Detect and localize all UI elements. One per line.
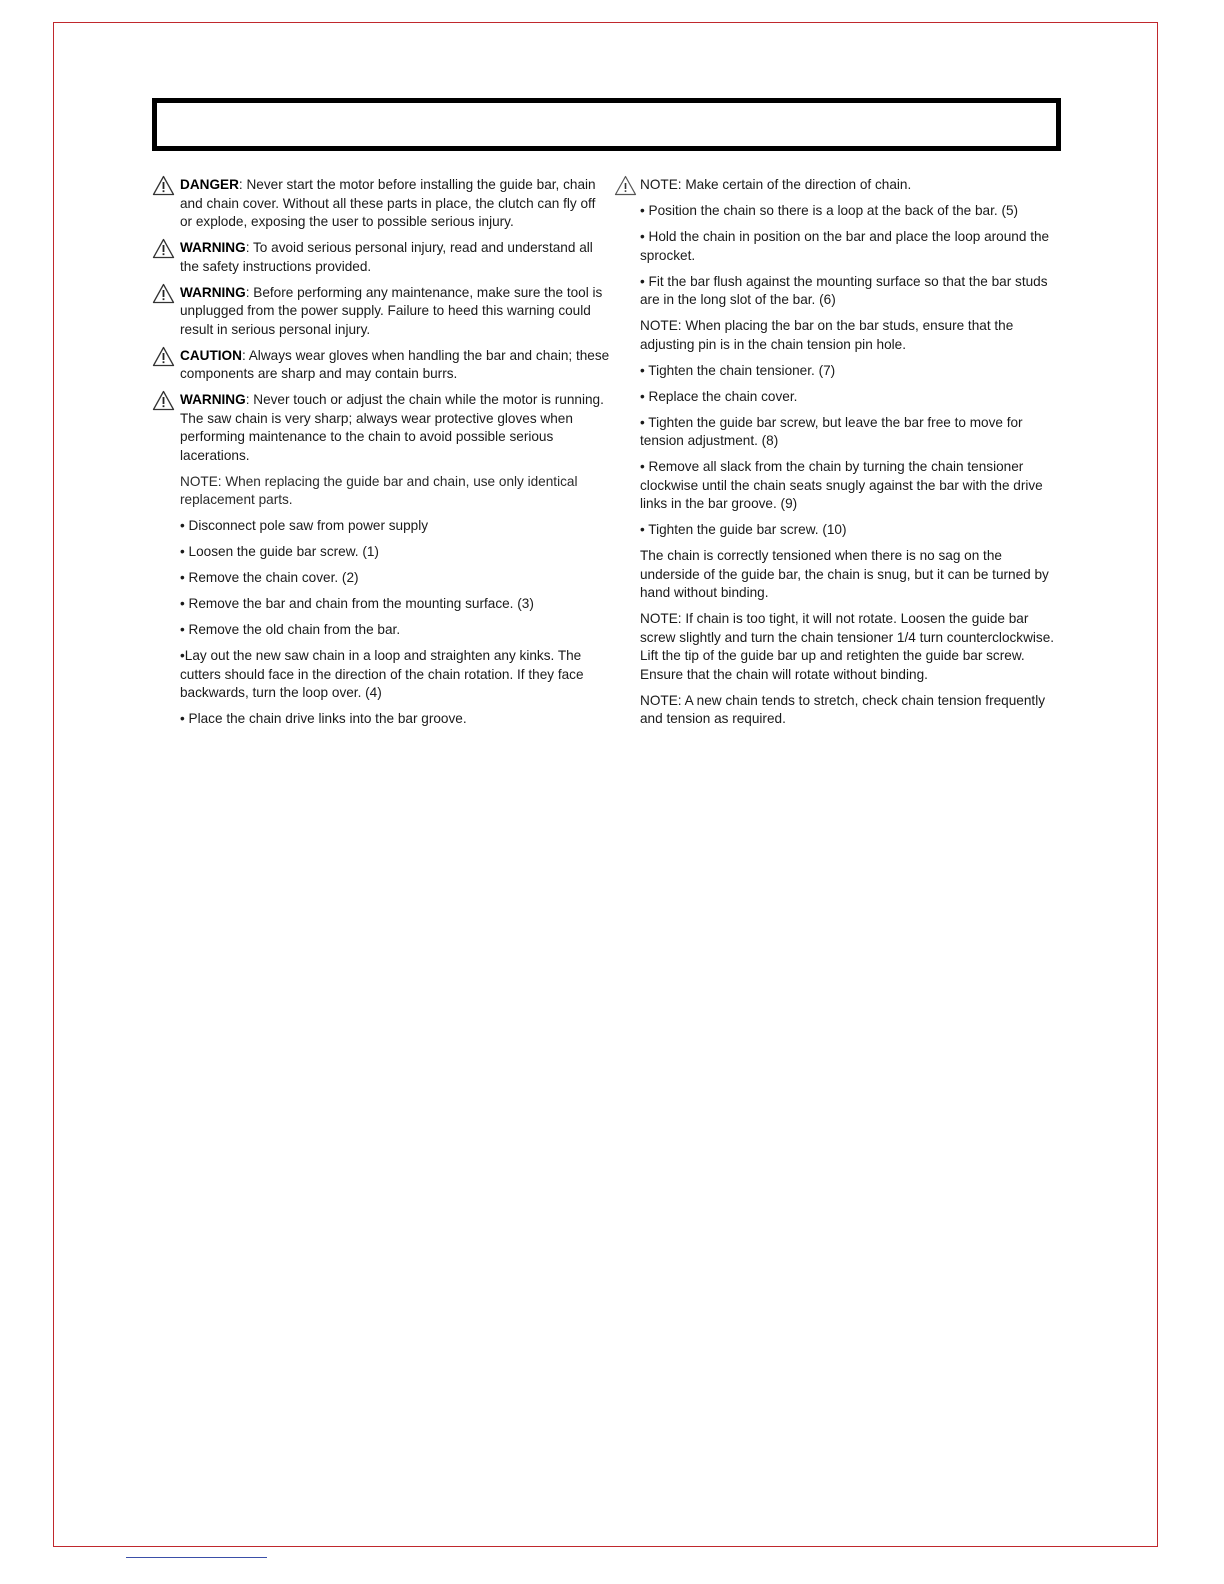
danger-warning — [150, 176, 610, 232]
warning-label: WARNING — [180, 240, 246, 255]
chain-warning — [150, 391, 610, 465]
step-item: • Replace the chain cover. — [640, 388, 798, 404]
caution-warning — [150, 347, 610, 384]
warning-text: : To avoid serious personal injury, read and understand all the safety instructions provided. — [180, 240, 593, 274]
note-paragraph: NOTE: When placing the bar on the bar studs, ensure that the adjusting pin is in the chain tension pin hole. — [640, 318, 1014, 352]
warning-label: WARNING — [180, 392, 246, 407]
note-paragraph: NOTE: If chain is too tight, it will not rotate. Loosen the guide bar screw slightly and turn the chain tensioner 1/4 turn counterclockwise. Lift the tip of the guide bar up and retighten the guide bar screw. Ensure that the chain will rotate without binding. — [640, 611, 1055, 682]
warning-triangle-icon — [614, 175, 637, 196]
warning-text: : Never start the motor before installing the guide bar, chain and chain cover. Without all these parts in place, the clutch can fly off or explode, exposing the user to possible serious injury. — [180, 177, 596, 229]
step-item: • Position the chain so there is a loop at the back of the bar. (5) — [640, 203, 1019, 218]
step-item: • Remove the chain cover. (2) — [180, 570, 359, 585]
unplug-warning — [150, 284, 610, 340]
warning-text: : Always wear gloves when handling the bar and chain; these components are sharp and may contain burrs. — [180, 347, 610, 381]
step-item: • Hold the chain in position on the bar and place the loop around the sprocket. — [640, 229, 1050, 263]
replacement-note: NOTE: When replacing the guide bar and chain, use only identical replacement parts. — [180, 473, 578, 507]
step-item: • Place the chain drive links into the bar groove. — [180, 711, 467, 726]
warning-text: : Before performing any maintenance, make sure the tool is unplugged from the power supply. Failure to heed this warning could result in serious personal injury. — [180, 284, 603, 337]
right-column — [612, 176, 1060, 736]
step-item: • Loosen the guide bar screw. (1) — [180, 544, 379, 559]
footer-link-underline — [126, 1557, 267, 1558]
direction-note-text: NOTE: Make certain of the direction of chain. — [640, 177, 912, 192]
step-item: • Remove the bar and chain from the mounting surface. (3) — [180, 596, 534, 611]
warning-text: : Never touch or adjust the chain while the motor is running. The saw chain is very sharp; always wear protective gloves when performing maintenance to the chain to avoid possible serious lacerations. — [180, 392, 604, 463]
warning-triangle-icon — [152, 390, 175, 411]
warning-label: WARNING — [180, 284, 246, 300]
warning-triangle-icon — [152, 175, 175, 196]
warning-label: DANGER — [180, 177, 239, 192]
warning-triangle-icon — [152, 283, 175, 304]
step-item: • Remove the old chain from the bar. — [180, 622, 401, 637]
direction-note — [612, 176, 1060, 195]
step-item: • Disconnect pole saw from power supply — [180, 518, 429, 533]
warning-triangle-icon — [152, 346, 175, 367]
step-item: • Tighten the chain tensioner. (7) — [640, 362, 836, 378]
left-column — [150, 176, 610, 736]
safety-warning — [150, 239, 610, 276]
note-paragraph: NOTE: A new chain tends to stretch, check chain tension frequently and tension as required. — [640, 692, 1046, 726]
step-item: • Tighten the guide bar screw, but leave the bar free to move for tension adjustment. (8) — [640, 414, 1023, 448]
step-item: •Lay out the new saw chain in a loop and straighten any kinks. The cutters should face in the direction of the chain rotation. If they face backwards, turn the loop over. (4) — [180, 648, 584, 700]
step-item: • Tighten the guide bar screw. (10) — [640, 522, 847, 537]
section-title-box — [152, 98, 1061, 151]
warning-triangle-icon — [152, 238, 175, 259]
step-item: • Fit the bar flush against the mounting surface so that the bar studs are in the long slot of the bar. (6) — [640, 273, 1048, 307]
warning-label: CAUTION — [180, 347, 242, 363]
step-item: • Remove all slack from the chain by turning the chain tensioner clockwise until the chain seats snugly against the bar with the drive links in the bar groove. (9) — [640, 459, 1043, 511]
tension-paragraph: The chain is correctly tensioned when there is no sag on the underside of the guide bar, the chain is snug, but it can be turned by hand without binding. — [640, 548, 1049, 600]
